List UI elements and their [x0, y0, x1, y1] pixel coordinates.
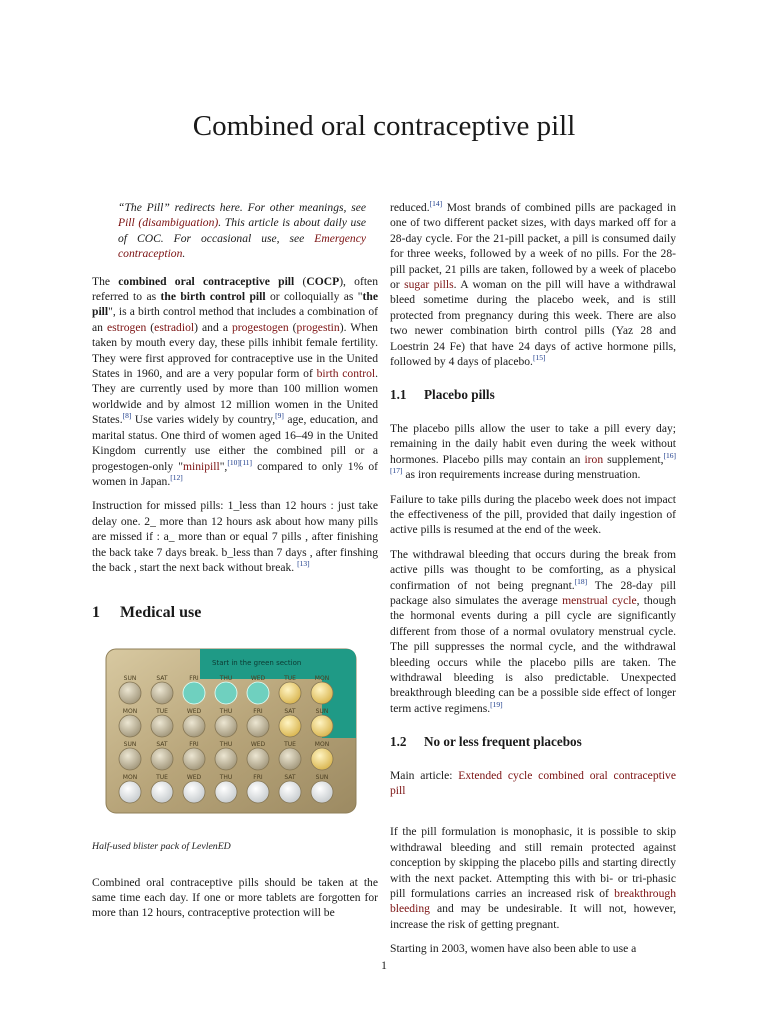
packaging-paragraph: [390, 200, 676, 369]
estrogen-link[interactable]: estrogen: [106, 320, 147, 334]
section-title: Medical use: [120, 604, 202, 622]
active-pill: [311, 715, 333, 737]
citation-link[interactable]: [16][17]: [390, 450, 676, 476]
day-label: TUE: [156, 773, 168, 781]
citation-link[interactable]: [13]: [297, 558, 310, 568]
page-number: 1: [381, 960, 387, 972]
day-label: TUE: [284, 740, 296, 748]
text-run: The 28-day pill package also simulates the average: [390, 578, 676, 607]
text-run: as iron requirements increase during menstruation.: [402, 468, 641, 482]
progestogen-link[interactable]: progestogen: [231, 320, 289, 334]
day-label: THU: [219, 674, 233, 682]
iron-link[interactable]: iron: [584, 452, 604, 466]
empty-blister: [183, 748, 205, 770]
active-pill: [279, 715, 301, 737]
text-run: ) and a: [194, 320, 232, 334]
day-label: MON: [314, 674, 330, 682]
subsection-title: No or less frequent placebos: [424, 734, 582, 750]
text-run: Most brands of combined pills are packaged in one of two different packet sizes, with days marked off for a 28-day cycle. For the 21-pill packet, a pill is consumed daily for three weeks, followed by a week of no pills. For the 28-pill packet, 21 pills are taken, followed by a week of placebo or: [390, 201, 676, 292]
day-label: WED: [250, 740, 266, 748]
text-run: Instruction for missed pills: 1_less than 12 hours : just take delay one. 2_ more than 12 hours ask about how many pills are missed if : a_ more than or equal 7 pills , after finishing the back take 7 days break. b_less than 7 days , after finshing the back , start the next back without break.: [92, 499, 378, 574]
placebo-paragraph: [390, 421, 676, 483]
text-run: The withdrawal bleeding that occurs during the break from active pills was thought to be comforting, as a physical confirmation of not being pregnant.: [390, 547, 676, 592]
pill-disambiguation-link[interactable]: Pill (disambiguation): [118, 216, 219, 230]
figure-caption: Half-used blister pack of LevlenED: [92, 841, 231, 853]
pack-header: Start in the green section: [212, 658, 302, 667]
text-run: ). When taken by mouth every day, these pills inhibit female fertility. They were first approved for contraceptive use in the United States in 1960, and are a very popular form of: [92, 320, 378, 381]
text-run: The: [92, 274, 119, 288]
progestin-link[interactable]: progestin: [296, 320, 340, 334]
subsection-heading-no-placebos: [390, 734, 676, 749]
hatnote-text: .: [182, 247, 186, 261]
day-label: SAT: [156, 740, 168, 748]
day-label: FRI: [253, 707, 263, 715]
withdrawal-bleeding-paragraph: [390, 547, 676, 716]
missed-pills-paragraph: [92, 498, 378, 575]
text-run: ", is a birth control method that includes a combination of an: [92, 305, 378, 334]
day-label: SUN: [315, 707, 329, 715]
extended-cycle-link[interactable]: Extended cycle combined oral contraceptive pill: [390, 768, 676, 797]
day-label: SAT: [284, 773, 296, 781]
active-pill: [311, 748, 333, 770]
text-run: Main article:: [390, 768, 459, 782]
empty-blister: [215, 715, 237, 737]
estradiol-link[interactable]: estradiol: [154, 320, 195, 334]
placebo-pill: [151, 781, 173, 803]
day-label: SAT: [284, 707, 296, 715]
monophasic-paragraph: [390, 824, 676, 932]
day-label: SUN: [315, 773, 329, 781]
day-label: FRI: [189, 674, 199, 682]
day-label: THU: [219, 740, 233, 748]
placebo-pill: [311, 781, 333, 803]
empty-blister: [247, 682, 269, 704]
minipill-link[interactable]: minipill: [182, 459, 220, 473]
day-label: THU: [219, 773, 233, 781]
empty-blister: [151, 715, 173, 737]
left-column: [92, 200, 378, 930]
text-run: If the pill formulation is monophasic, it is possible to skip withdrawal bleeding and still remain protected against conception by skipping the placebo pills and starting directly with the next packet. Attempting this with bi- or tri-phasic pill formulations carries an increased risk of: [390, 825, 676, 901]
day-label: WED: [186, 707, 202, 715]
text-run: (: [294, 274, 307, 288]
hatnote-text: “The Pill” redirects here. For other meanings, see: [118, 201, 366, 214]
section-number: 1: [92, 604, 100, 622]
text-run: The placebo pills allow the user to take a pill every day; remaining in the daily habit even during the week without hormones. Placebo pills may contain an: [390, 421, 676, 466]
citation-link[interactable]: [10][11]: [227, 457, 253, 467]
day-label: SUN: [123, 740, 137, 748]
day-label: WED: [186, 773, 202, 781]
day-label: TUE: [156, 707, 168, 715]
main-article-note: [390, 768, 676, 799]
text-run: Use varies widely by country,: [131, 413, 276, 427]
active-pill: [311, 682, 333, 704]
birth-control-link[interactable]: birth control: [316, 367, 376, 381]
intro-paragraph: [92, 274, 378, 490]
citation-link[interactable]: [18]: [574, 576, 588, 586]
bold-term: combined oral contraceptive pill: [118, 274, 295, 288]
day-label: FRI: [189, 740, 199, 748]
right-column: [390, 200, 676, 966]
text-run: . They are currently used by more than 100 million women worldwide and by almost 12 million women in the United States.: [92, 367, 379, 427]
day-label: WED: [250, 674, 266, 682]
day-label: MON: [314, 740, 330, 748]
empty-blister: [151, 748, 173, 770]
section-heading-medical-use: [92, 605, 378, 620]
placebo-pill: [183, 781, 205, 803]
empty-blister: [119, 715, 141, 737]
text-run: (: [288, 320, 297, 334]
empty-blister: [247, 748, 269, 770]
subsection-heading-placebo-pills: [390, 387, 676, 402]
subsection-number: 1.2: [390, 734, 407, 750]
text-run: compared to only 1% of women in Japan.: [92, 459, 378, 488]
text-run: age, education, and marital status. One third of women aged 16–49 in the United Kingdom currently use either the combined pill or a progestogen-only ": [92, 413, 379, 473]
subsection-title: Placebo pills: [424, 387, 495, 403]
day-label: FRI: [253, 773, 263, 781]
text-run: ), often referred to as: [92, 274, 378, 304]
bold-term: COCP: [306, 274, 340, 288]
day-label: THU: [219, 707, 233, 715]
citation-link[interactable]: [12]: [170, 472, 183, 482]
placebo-pill: [215, 781, 237, 803]
starting-2003-paragraph: Starting in 2003, women have also been able to use a: [390, 942, 637, 956]
citation-link[interactable]: [15]: [532, 353, 546, 363]
empty-blister: [215, 682, 237, 704]
placebo-failure-paragraph: Failure to take pills during the placebo week does not impact the effectiveness of the pill, provided that daily ingestion of active pills is resumed at the end of the week.: [390, 492, 676, 537]
bold-term: the birth control pill: [160, 290, 266, 304]
citation-link[interactable]: [19]: [490, 699, 503, 709]
citation-link[interactable]: [9]: [275, 411, 284, 421]
empty-blister: [151, 682, 173, 704]
subsection-number: 1.1: [390, 387, 407, 403]
day-label: MON: [122, 707, 138, 715]
sugar-pills-link[interactable]: sugar pills: [404, 278, 454, 292]
text-run: (: [146, 320, 155, 334]
day-label: MON: [122, 773, 138, 781]
medical-use-paragraph: Combined oral contraceptive pills should be taken at the same time each day. If one or more tablets are forgotten for more than 12 hours, contraceptive protection will be: [92, 875, 378, 920]
empty-blister: [247, 715, 269, 737]
citation-link[interactable]: [8]: [122, 411, 132, 421]
text-run: and may be undesirable. It will not, however, increase the risk of getting pregnant.: [390, 902, 676, 931]
placebo-pill: [247, 781, 269, 803]
text-run: reduced.: [390, 201, 430, 214]
page-title: Combined oral contraceptive pill: [192, 110, 576, 142]
hatnote: [92, 200, 378, 262]
active-pill: [279, 682, 301, 704]
menstrual-cycle-link[interactable]: menstrual cycle: [562, 593, 637, 607]
bold-term: the pill: [92, 290, 378, 319]
empty-blister: [119, 748, 141, 770]
blister-pack-figure: [100, 643, 378, 825]
day-label: TUE: [284, 674, 296, 682]
text-run: or colloquially as ": [265, 290, 363, 304]
empty-blister: [183, 682, 205, 704]
empty-blister: [215, 748, 237, 770]
blister-pack-image[interactable]: [100, 643, 362, 821]
day-label: SAT: [156, 674, 168, 682]
breakthrough-bleeding-link[interactable]: breakthrough bleeding: [390, 887, 676, 916]
text-run: , though the hormonal events during a pill cycle are significantly different from those of a normal ovulatory menstrual cycle. The pill suppresses the normal cycle, and the withdrawal bleeding occurs while the placebo pills are taken. The withdrawal bleeding is also predictable. Unexpected breakthrough bleeding can be a possible side effect of longer term active regimens.: [390, 593, 676, 715]
empty-blister: [279, 748, 301, 770]
placebo-pill: [119, 781, 141, 803]
text-run: ",: [219, 459, 228, 473]
placebo-pill: [279, 781, 301, 803]
emergency-contraception-link[interactable]: Emergency contraception: [118, 231, 366, 261]
day-label: SUN: [123, 674, 137, 682]
hatnote-text: . This article is about daily use of COC. For occasional use, see: [118, 216, 366, 245]
text-run: supplement,: [603, 452, 664, 466]
citation-link[interactable]: [14]: [429, 199, 443, 208]
empty-blister: [183, 715, 205, 737]
empty-blister: [119, 682, 141, 704]
text-run: . A woman on the pill will have a withdrawal bleed sometime during the placebo week, and is still protected from pregnancy during this week. There are also two newer combination birth control pills (Yaz 28 and Loestrin 24 Fe) that have 24 days of active hormone pills, followed by 4 days of placebo.: [390, 278, 676, 369]
